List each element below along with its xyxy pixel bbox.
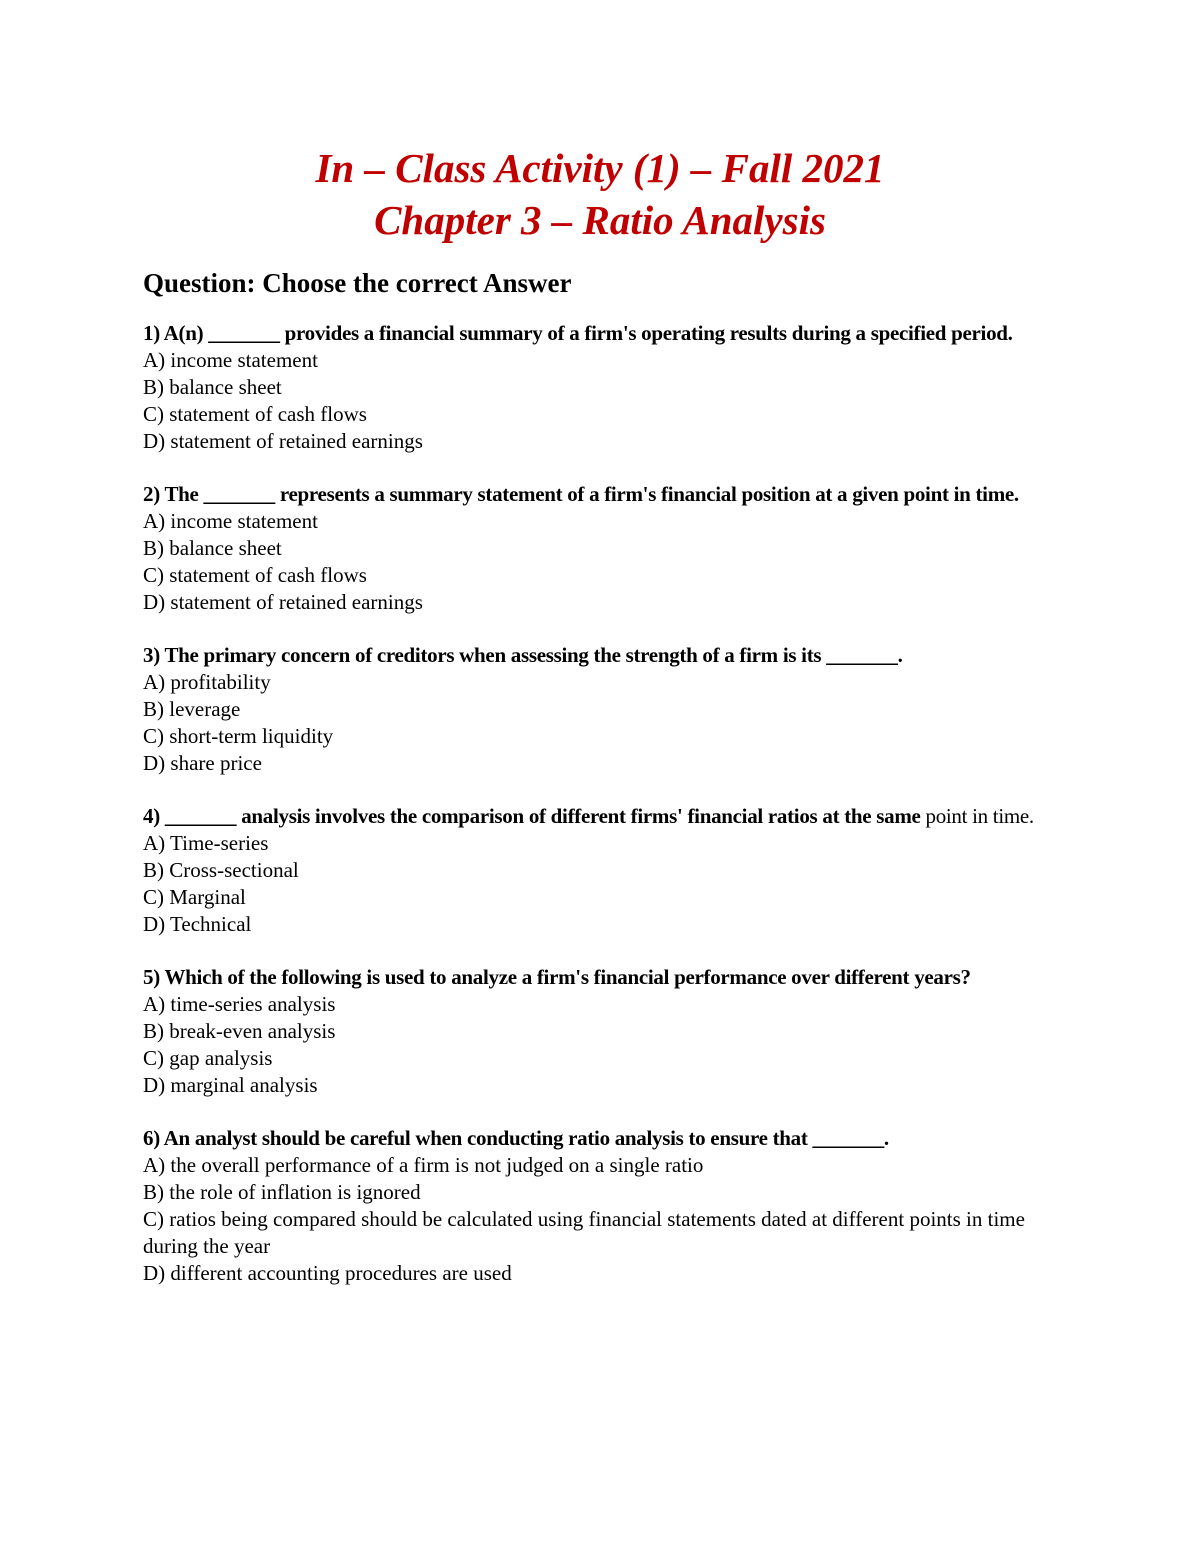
question-3: [143, 642, 1073, 777]
answer-option: C) short-term liquidity: [143, 724, 334, 748]
answer-option: D) marginal analysis: [143, 1073, 318, 1097]
question-1: [143, 320, 1073, 455]
document-subtitle: Chapter 3 – Ratio Analysis: [374, 197, 826, 243]
answer-option: D) share price: [143, 751, 262, 775]
answer-option: A) profitability: [143, 670, 271, 694]
answer-option: A) Time-series: [143, 831, 269, 855]
question-stem: 5) Which of the following is used to analyze a firm's financial performance over different years?: [143, 965, 971, 989]
answer-option: B) leverage: [143, 697, 241, 721]
answer-option: D) different accounting procedures are used: [143, 1261, 512, 1285]
question-stem: [143, 803, 1073, 830]
question-stem: 2) The _______ represents a summary statement of a firm's financial position at a given point in time.: [143, 482, 1019, 506]
answer-option: A) income statement: [143, 348, 318, 372]
answer-option: B) the role of inflation is ignored: [143, 1180, 421, 1204]
question-stem: 3) The primary concern of creditors when assessing the strength of a firm is its _______.: [143, 643, 903, 667]
answer-option: D) Technical: [143, 912, 252, 936]
question-5: [143, 964, 1073, 1099]
question-2: [143, 481, 1073, 616]
answer-option: D) statement of retained earnings: [143, 590, 423, 614]
answer-option: B) balance sheet: [143, 536, 282, 560]
title-block: [0, 142, 1200, 246]
question-stem-bold: 4) _______ analysis involves the comparison of different firms' financial ratios at the same: [143, 804, 921, 828]
question-stem-normal: point in time.: [925, 804, 1034, 828]
answer-option: C) statement of cash flows: [143, 563, 367, 587]
question-4: [143, 803, 1073, 938]
question-6: [143, 1125, 1073, 1287]
answer-option: A) the overall performance of a firm is not judged on a single ratio: [143, 1153, 704, 1177]
question-stem: 6) An analyst should be careful when conducting ratio analysis to ensure that _______.: [143, 1126, 889, 1150]
answer-option: C) gap analysis: [143, 1046, 273, 1070]
answer-option: C) Marginal: [143, 885, 246, 909]
question-stem: 1) A(n) _______ provides a financial summary of a firm's operating results during a specified period.: [143, 321, 1013, 345]
answer-option: B) Cross-sectional: [143, 858, 299, 882]
answer-option: B) balance sheet: [143, 375, 282, 399]
answer-option: A) time-series analysis: [143, 992, 336, 1016]
answer-option: B) break-even analysis: [143, 1019, 336, 1043]
answer-option: C) statement of cash flows: [143, 402, 367, 426]
question-list: [143, 266, 1073, 1313]
document-title: In – Class Activity (1) – Fall 2021: [315, 145, 885, 191]
answer-option: D) statement of retained earnings: [143, 429, 423, 453]
answer-option: C) ratios being compared should be calculated using financial statements dated at different points in time during the year: [143, 1207, 1025, 1258]
instruction-heading: Question: Choose the correct Answer: [143, 268, 572, 298]
answer-option: A) income statement: [143, 509, 318, 533]
